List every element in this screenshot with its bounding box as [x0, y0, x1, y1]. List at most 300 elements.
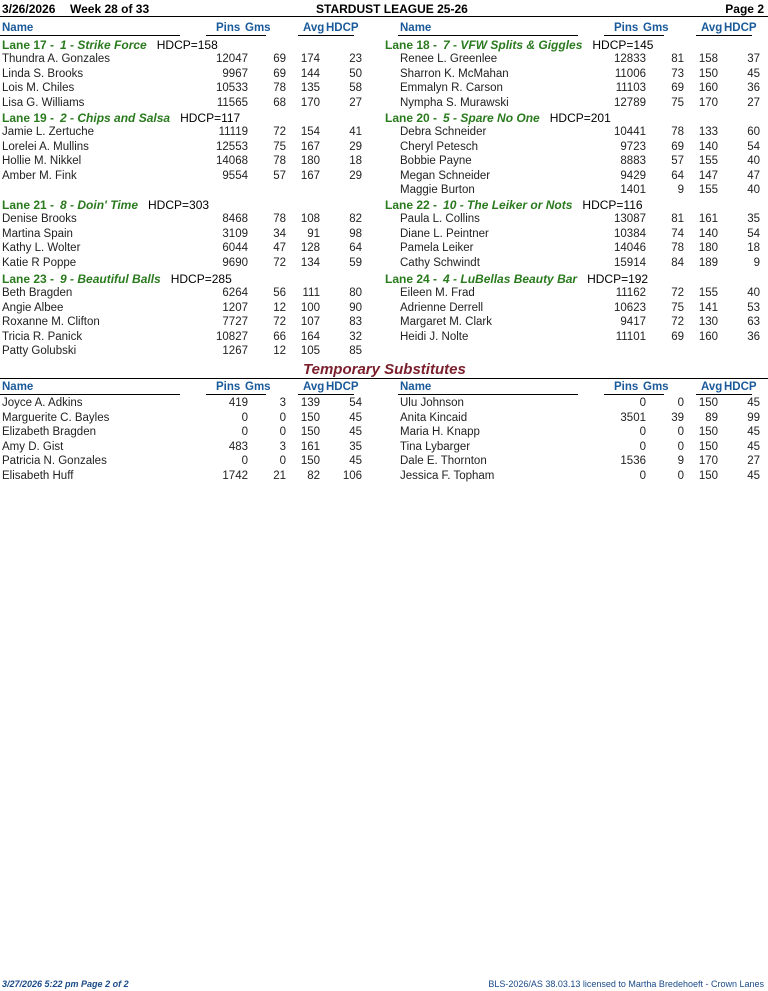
player-pins: 12789 [614, 96, 646, 109]
player-games: 78 [273, 155, 286, 167]
player-row [398, 411, 768, 426]
player-average: 174 [300, 53, 320, 65]
player-pins: 3501 [620, 411, 646, 424]
player-row [0, 330, 370, 345]
player-handicap: 9 [753, 256, 760, 269]
column-header-hdcp: HDCP [724, 381, 757, 393]
player-games: 78 [671, 242, 684, 254]
player-row [0, 469, 370, 484]
player-average: 140 [698, 140, 718, 153]
player-games: 72 [671, 287, 684, 299]
player-pins: 14046 [614, 242, 646, 254]
player-games: 0 [279, 426, 286, 438]
player-row [398, 301, 768, 316]
player-average: 147 [698, 169, 718, 182]
player-games: 69 [671, 140, 684, 153]
player-handicap: 60 [747, 126, 760, 138]
page-label: Page 2 [725, 2, 764, 16]
player-name: Paula L. Collins [400, 213, 480, 225]
player-games: 74 [671, 227, 684, 240]
player-handicap: 27 [747, 96, 760, 109]
player-handicap: 45 [747, 440, 760, 453]
lane-number: Lane 20 - [385, 111, 438, 125]
player-average: 107 [300, 316, 320, 328]
player-pins: 11119 [218, 126, 248, 138]
player-pins: 3109 [222, 227, 248, 240]
column-header-rule [206, 35, 266, 36]
player-handicap: 35 [349, 440, 362, 453]
player-handicap: 40 [747, 155, 760, 167]
team-handicap: HDCP=285 [170, 272, 232, 286]
player-name: Nympha S. Murawski [400, 96, 509, 109]
column-header-rule [398, 394, 578, 395]
player-name: Denise Brooks [2, 213, 77, 225]
player-row [398, 425, 768, 440]
team-handicap: HDCP=303 [148, 198, 210, 212]
player-pins: 10623 [614, 301, 646, 314]
player-games: 21 [273, 469, 286, 482]
column-header-rule [696, 394, 752, 395]
column-header-avg: Avg [303, 381, 325, 393]
player-handicap: 99 [747, 411, 760, 424]
player-pins: 11006 [614, 67, 646, 80]
player-pins: 1401 [620, 184, 646, 196]
player-name: Angie Albee [2, 301, 64, 314]
player-row [398, 183, 768, 198]
player-average: 111 [302, 287, 320, 299]
player-games: 0 [677, 440, 684, 453]
player-handicap: 45 [349, 455, 362, 467]
team-name: 8 - Doin' Time [60, 198, 139, 212]
team-name: 1 - Strike Force [60, 38, 147, 52]
team-name: 9 - Beautiful Balls [60, 272, 161, 286]
player-row [0, 315, 370, 330]
player-row [0, 256, 370, 271]
column-header-name: Name [2, 381, 34, 393]
player-games: 66 [273, 330, 286, 343]
lane-number: Lane 18 - [385, 38, 438, 52]
player-name: Hollie M. Nikkel [2, 155, 82, 167]
player-average: 150 [300, 411, 320, 424]
player-name: Amy D. Gist [2, 440, 64, 453]
player-games: 69 [671, 330, 684, 343]
player-name: Dale E. Thornton [400, 455, 487, 467]
footer-license: BLS-2026/AS 38.03.13 licensed to Martha Bredehoeft - Crown Lanes [488, 979, 764, 989]
team-name: 7 - VFW Splits & Giggles [443, 38, 583, 52]
player-handicap: 45 [747, 397, 760, 409]
player-games: 57 [273, 169, 286, 182]
player-name: Elizabeth Bragden [2, 426, 96, 438]
player-games: 12 [273, 301, 286, 314]
player-handicap: 45 [349, 411, 362, 424]
player-name: Megan Schneider [400, 169, 491, 182]
player-handicap: 54 [747, 140, 760, 153]
player-games: 57 [671, 155, 684, 167]
player-row [398, 140, 768, 155]
player-average: 150 [300, 426, 320, 438]
player-average: 160 [698, 330, 718, 343]
lane-number: Lane 24 - [385, 272, 438, 286]
column-header-pins: Pins [614, 22, 639, 34]
player-average: 189 [698, 256, 718, 269]
player-games: 0 [279, 455, 286, 467]
player-games: 78 [671, 126, 684, 138]
lane-number: Lane 22 - [385, 198, 438, 212]
player-games: 0 [279, 411, 286, 424]
player-average: 130 [698, 316, 718, 328]
player-average: 108 [300, 213, 320, 225]
player-handicap: 64 [349, 242, 362, 254]
player-row [0, 396, 370, 411]
player-row [398, 256, 768, 271]
player-games: 56 [273, 287, 286, 299]
player-average: 91 [307, 227, 320, 240]
player-pins: 483 [228, 440, 248, 453]
player-handicap: 45 [747, 469, 760, 482]
player-games: 73 [671, 67, 684, 80]
player-average: 180 [698, 242, 718, 254]
player-row [398, 52, 768, 67]
player-average: 134 [300, 256, 320, 269]
column-header-gms: Gms [643, 22, 669, 34]
column-header-rule [696, 35, 752, 36]
player-row [398, 125, 768, 140]
player-games: 75 [273, 140, 286, 153]
player-name: Ulu Johnson [400, 397, 464, 409]
column-header-gms: Gms [245, 22, 271, 34]
player-games: 9 [677, 184, 684, 196]
player-average: 128 [300, 242, 320, 254]
player-row [0, 425, 370, 440]
player-row [398, 315, 768, 330]
player-pins: 11565 [216, 96, 248, 109]
player-games: 69 [273, 67, 286, 80]
player-average: 140 [698, 227, 718, 240]
player-pins: 1536 [620, 455, 646, 467]
player-row [398, 454, 768, 469]
column-header-hdcp: HDCP [326, 22, 359, 34]
player-handicap: 40 [747, 184, 760, 196]
player-handicap: 83 [349, 316, 362, 328]
player-handicap: 27 [747, 455, 760, 467]
substitutes-rule [0, 378, 768, 379]
player-handicap: 32 [349, 330, 362, 343]
player-games: 81 [671, 53, 684, 65]
column-header-hdcp: HDCP [724, 22, 757, 34]
player-pins: 1267 [222, 345, 248, 357]
player-average: 170 [300, 96, 320, 109]
player-pins: 8883 [620, 155, 646, 167]
player-games: 9 [677, 455, 684, 467]
player-handicap: 80 [349, 287, 362, 299]
column-header-pins: Pins [216, 381, 241, 393]
team-handicap: HDCP=192 [587, 272, 649, 286]
player-handicap: 59 [349, 256, 362, 269]
lane-header [385, 38, 653, 52]
player-row [398, 469, 768, 484]
column-header-avg: Avg [303, 22, 325, 34]
player-handicap: 85 [349, 345, 362, 357]
player-average: 150 [698, 426, 718, 438]
footer-timestamp: 3/27/2026 5:22 pm Page 2 of 2 [2, 979, 129, 989]
player-name: Maggie Burton [400, 184, 475, 196]
player-name: Anita Kincaid [400, 411, 468, 424]
player-row [0, 52, 370, 67]
player-name: Tricia R. Panick [2, 330, 83, 343]
player-name: Lorelei A. Mullins [2, 140, 89, 153]
player-row [398, 330, 768, 345]
player-name: Lisa G. Williams [2, 96, 85, 109]
player-handicap: 40 [747, 287, 760, 299]
player-name: Maria H. Knapp [400, 426, 480, 438]
player-average: 150 [300, 455, 320, 467]
player-games: 75 [671, 301, 684, 314]
player-pins: 11101 [615, 330, 646, 343]
player-average: 160 [698, 82, 718, 94]
player-name: Tina Lybarger [400, 440, 471, 453]
player-name: Lois M. Chiles [2, 82, 75, 94]
player-games: 78 [273, 82, 286, 94]
player-row [0, 169, 370, 184]
player-pins: 12553 [216, 140, 248, 153]
player-average: 170 [698, 96, 718, 109]
column-header-rule [398, 35, 578, 36]
player-average: 105 [300, 345, 320, 357]
player-row [0, 286, 370, 301]
player-average: 100 [300, 301, 320, 314]
player-handicap: 82 [349, 213, 362, 225]
player-games: 3 [279, 440, 286, 453]
player-pins: 0 [639, 469, 646, 482]
player-games: 72 [671, 316, 684, 328]
player-handicap: 98 [349, 227, 362, 240]
player-pins: 10533 [216, 82, 248, 94]
player-games: 84 [671, 256, 684, 269]
player-name: Patricia N. Gonzales [2, 455, 107, 467]
column-header-rule [604, 35, 664, 36]
column-header-rule [0, 394, 180, 395]
player-handicap: 47 [747, 169, 760, 182]
player-average: 161 [300, 440, 320, 453]
player-handicap: 36 [747, 330, 760, 343]
player-handicap: 41 [349, 126, 362, 138]
player-handicap: 50 [349, 67, 362, 80]
player-name: Adrienne Derrell [400, 301, 484, 314]
player-name: Jamie L. Zertuche [2, 126, 95, 138]
player-row [0, 81, 370, 96]
header-rule [0, 16, 768, 17]
player-average: 161 [698, 213, 718, 225]
player-pins: 6264 [222, 287, 248, 299]
player-row [0, 440, 370, 455]
player-row [398, 212, 768, 227]
column-header-pins: Pins [614, 381, 639, 393]
column-header-rule [604, 394, 664, 395]
player-name: Heidi J. Nolte [400, 330, 469, 343]
team-name: 4 - LuBellas Beauty Bar [443, 272, 578, 286]
player-games: 0 [677, 426, 684, 438]
player-games: 0 [677, 397, 684, 409]
player-row [398, 440, 768, 455]
player-pins: 9417 [620, 316, 646, 328]
player-pins: 11103 [615, 82, 646, 94]
player-average: 167 [300, 140, 320, 153]
column-header-rule [298, 394, 354, 395]
player-row [398, 169, 768, 184]
player-pins: 0 [241, 411, 248, 424]
player-games: 78 [273, 213, 286, 225]
lane-header [2, 38, 218, 52]
player-pins: 9429 [620, 169, 646, 182]
player-row [0, 67, 370, 82]
lane-number: Lane 21 - [2, 198, 55, 212]
player-average: 82 [307, 469, 320, 482]
player-handicap: 35 [747, 213, 760, 225]
lane-number: Lane 23 - [2, 272, 55, 286]
column-header-gms: Gms [643, 381, 669, 393]
player-name: Renee L. Greenlee [400, 53, 498, 65]
player-row [0, 344, 370, 359]
player-name: Amber M. Fink [2, 169, 77, 182]
team-handicap: HDCP=158 [156, 38, 218, 52]
player-handicap: 45 [349, 426, 362, 438]
player-average: 89 [705, 411, 718, 424]
player-average: 154 [300, 126, 320, 138]
player-games: 34 [273, 227, 286, 240]
player-average: 141 [698, 301, 718, 314]
player-average: 180 [300, 155, 320, 167]
player-row [0, 454, 370, 469]
player-row [0, 301, 370, 316]
player-name: Eileen M. Frad [400, 287, 475, 299]
player-row [398, 154, 768, 169]
column-header-pins: Pins [216, 22, 241, 34]
report-date: 3/26/2026 [2, 2, 56, 16]
player-name: Jessica F. Topham [400, 469, 495, 482]
player-average: 150 [698, 67, 718, 80]
player-average: 150 [698, 469, 718, 482]
player-name: Cathy Schwindt [400, 256, 480, 269]
player-handicap: 53 [747, 301, 760, 314]
player-pins: 0 [241, 455, 248, 467]
lane-header [2, 272, 232, 286]
player-handicap: 36 [747, 82, 760, 94]
player-name: Joyce A. Adkins [2, 397, 83, 409]
player-handicap: 106 [342, 469, 362, 482]
player-row [398, 67, 768, 82]
player-row [398, 227, 768, 242]
column-header-rule [206, 394, 266, 395]
player-pins: 12833 [614, 53, 646, 65]
player-pins: 7727 [222, 316, 248, 328]
player-pins: 0 [639, 440, 646, 453]
player-handicap: 45 [747, 426, 760, 438]
team-name: 5 - Spare No One [443, 111, 540, 125]
player-average: 155 [698, 184, 718, 196]
player-games: 47 [273, 242, 286, 254]
player-games: 81 [671, 213, 684, 225]
player-row [0, 212, 370, 227]
player-pins: 9967 [222, 67, 248, 80]
column-header-name: Name [2, 22, 34, 34]
player-pins: 9723 [620, 140, 646, 153]
substitutes-title: Temporary Substitutes [303, 361, 466, 378]
player-games: 68 [273, 96, 286, 109]
player-average: 170 [698, 455, 718, 467]
player-name: Debra Schneider [400, 126, 487, 138]
column-header-gms: Gms [245, 381, 271, 393]
player-handicap: 54 [747, 227, 760, 240]
player-pins: 0 [639, 426, 646, 438]
player-name: Cheryl Petesch [400, 140, 478, 153]
player-handicap: 90 [349, 301, 362, 314]
player-handicap: 18 [349, 155, 362, 167]
week-label: Week 28 of 33 [70, 2, 150, 16]
player-average: 164 [300, 330, 320, 343]
player-pins: 0 [241, 426, 248, 438]
player-pins: 11162 [615, 287, 646, 299]
player-name: Roxanne M. Clifton [2, 316, 100, 328]
player-pins: 6044 [222, 242, 248, 254]
lane-header [2, 111, 240, 125]
team-name: 10 - The Leiker or Nots [443, 198, 573, 212]
player-name: Beth Bragden [2, 287, 73, 299]
column-header-avg: Avg [701, 22, 723, 34]
player-row [0, 241, 370, 256]
lane-header [385, 272, 648, 286]
player-average: 155 [698, 287, 718, 299]
team-name: 2 - Chips and Salsa [60, 111, 171, 125]
lane-header [385, 111, 611, 125]
player-pins: 12047 [216, 53, 248, 65]
player-pins: 9554 [222, 169, 248, 182]
player-pins: 14068 [216, 155, 248, 167]
player-pins: 13087 [614, 213, 646, 225]
column-header-rule [298, 35, 354, 36]
player-handicap: 23 [349, 53, 362, 65]
player-pins: 0 [639, 397, 646, 409]
player-handicap: 29 [349, 140, 362, 153]
player-row [0, 140, 370, 155]
player-handicap: 29 [349, 169, 362, 182]
player-handicap: 45 [747, 67, 760, 80]
player-games: 72 [273, 316, 286, 328]
player-handicap: 58 [349, 82, 362, 94]
team-handicap: HDCP=117 [180, 111, 241, 125]
player-handicap: 37 [747, 53, 760, 65]
player-pins: 1742 [222, 469, 248, 482]
player-average: 133 [698, 126, 718, 138]
player-name: Margaret M. Clark [400, 316, 493, 328]
player-pins: 8468 [222, 213, 248, 225]
player-games: 64 [671, 169, 684, 182]
player-row [398, 81, 768, 96]
player-pins: 10384 [614, 227, 646, 240]
column-header-hdcp: HDCP [326, 381, 359, 393]
player-name: Linda S. Brooks [2, 67, 84, 80]
player-handicap: 63 [747, 316, 760, 328]
player-row [398, 286, 768, 301]
player-average: 139 [300, 397, 320, 409]
team-handicap: HDCP=116 [582, 198, 643, 212]
player-pins: 1207 [222, 301, 248, 314]
player-row [0, 411, 370, 426]
player-name: Bobbie Payne [400, 155, 472, 167]
player-games: 69 [671, 82, 684, 94]
player-row [398, 396, 768, 411]
player-row [398, 96, 768, 111]
player-games: 0 [677, 469, 684, 482]
